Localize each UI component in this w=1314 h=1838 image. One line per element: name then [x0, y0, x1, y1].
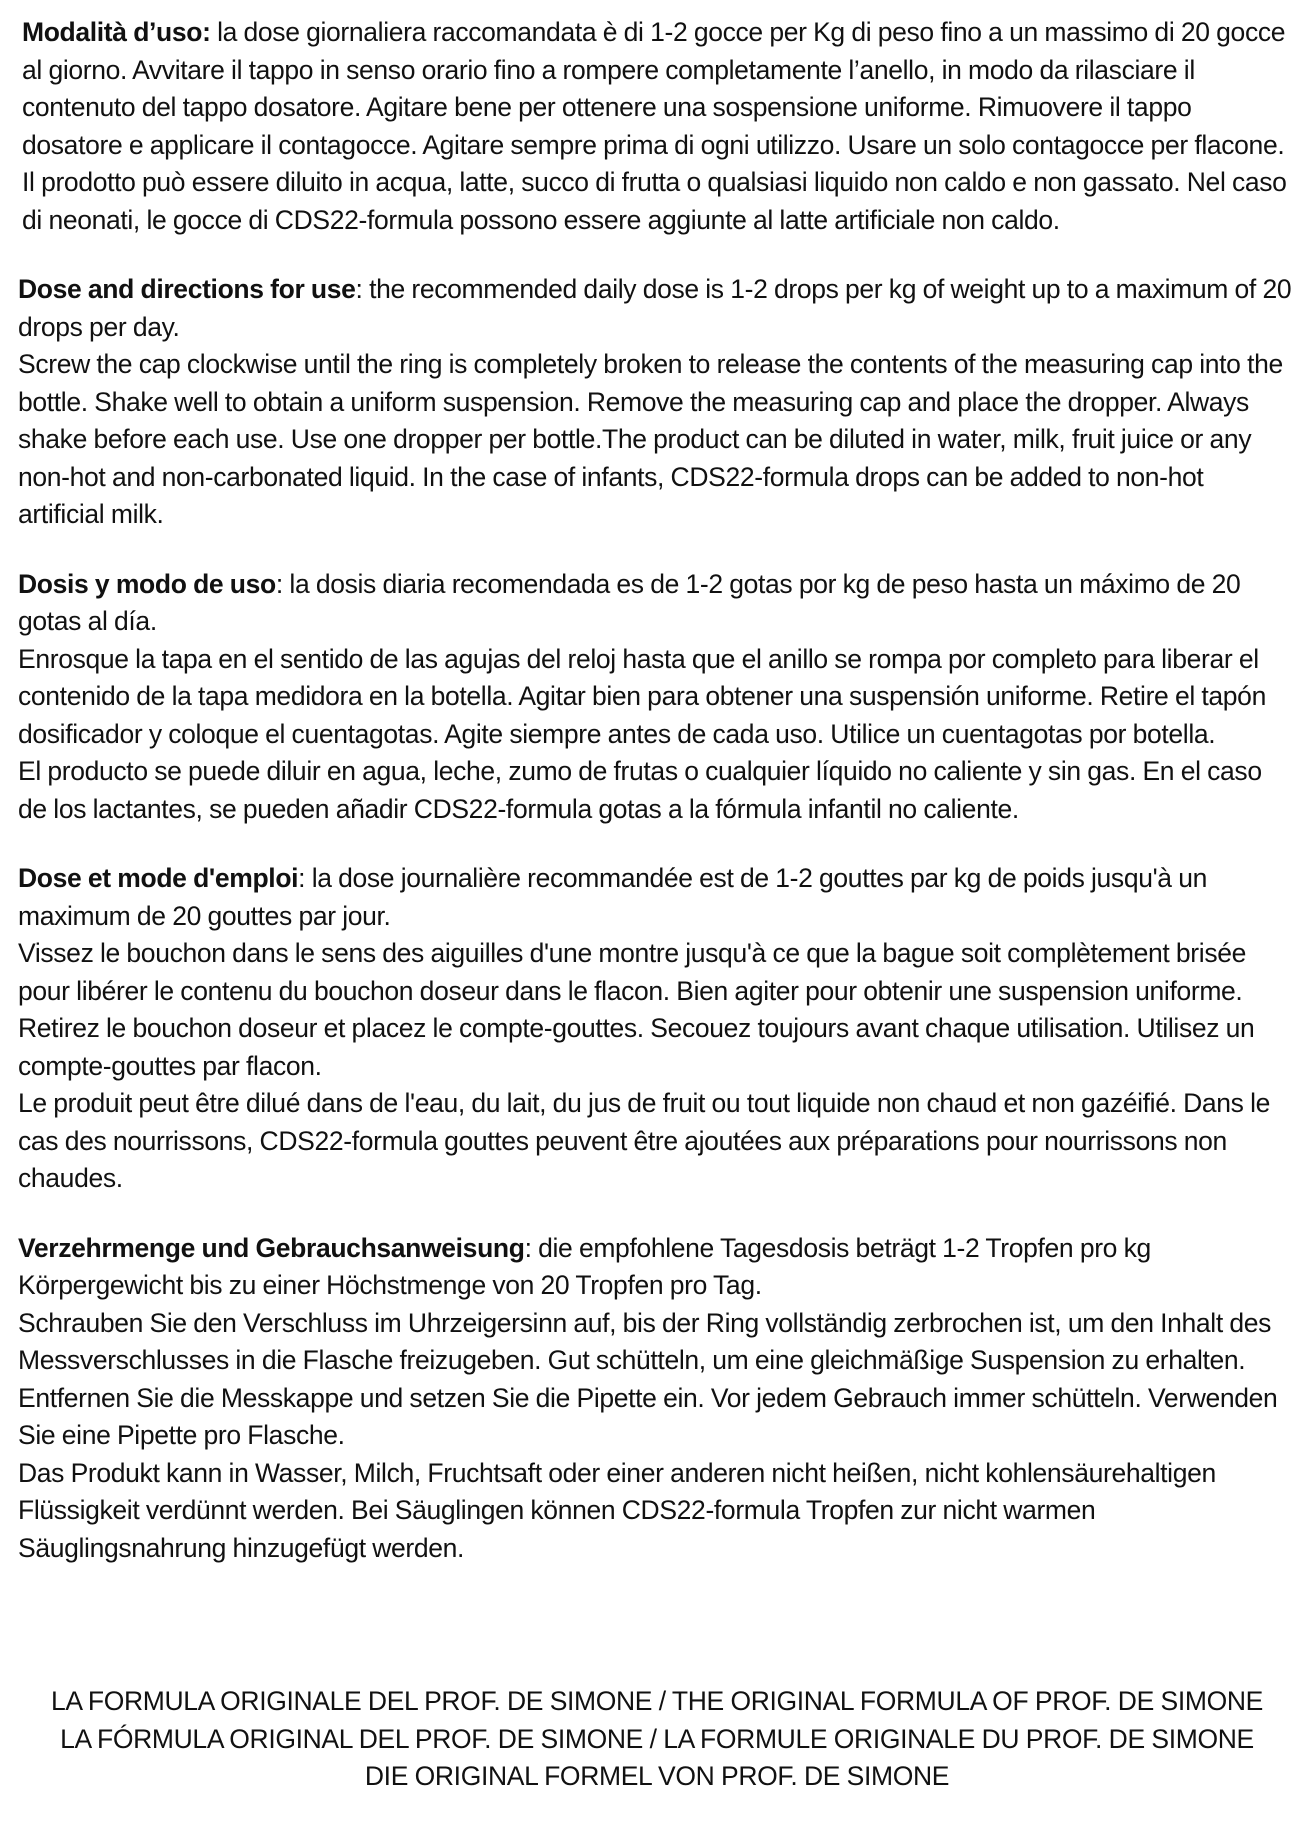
section-italian — [18, 14, 1296, 239]
paragraph-lead — [18, 271, 1296, 346]
section-english — [18, 271, 1296, 534]
paragraph: Enrosque la tapa en el sentido de las agujas del reloj hasta que el anillo se rompa por completo para liberar el contenido de la tapa medidora en la botella. Agitar bien para obtener una suspensión uniforme. Retire el tapón dosificador y coloque el cuentagotas. Agite siempre antes de cada uso. Utilice un cuentagotas por botella. — [18, 643, 1266, 749]
paragraph-lead — [18, 1230, 1296, 1305]
section-spanish — [18, 566, 1296, 829]
section-heading: Dosis y modo de uso — [18, 568, 276, 599]
lead-text: : la dose journalière recommandée est de 1-2 gouttes par kg de poids jusqu'à un maximum de 20 gouttes par jour. — [18, 863, 1207, 931]
footer-original-formula — [0, 1683, 1314, 1796]
lead-text: : la dosis diaria recomendada es de 1-2 gotas por kg de peso hasta un máximo de 20 gotas al día. — [18, 568, 1241, 636]
paragraph-lead — [18, 860, 1296, 935]
paragraph: Screw the cap clockwise until the ring is completely broken to release the contents of the measuring cap into the bottle. Shake well to obtain a uniform suspension. Remove the measuring cap and place the dropper. Always shake before each use. Use one dropper per bottle.The product can be diluted in water, milk, fruit juice or any non-hot and non-carbonated liquid. In the case of infants, CDS22-formula drops can be added to non-hot artificial milk. — [18, 349, 1283, 529]
paragraph: Das Produkt kann in Wasser, Milch, Fruchtsaft oder einer anderen nicht heißen, nicht kohlensäurehaltigen Flüssigkeit verdünnt werden. Bei Säuglingen können CDS22-formula Tropfen zur nicht warmen Säuglingsnahrung hinzugefügt werden. — [18, 1457, 1216, 1563]
paragraph-lead — [18, 566, 1296, 641]
lead-text: : the recommended daily dose is 1-2 drops per kg of weight up to a maximum of 20 drops per day. — [18, 274, 1292, 342]
section-german — [18, 1230, 1296, 1568]
footer-line: LA FÓRMULA ORIGINAL DEL PROF. DE SIMONE / LA FORMULE ORIGINALE DU PROF. DE SIMONE — [60, 1723, 1254, 1754]
section-heading: Modalità d’uso: — [22, 17, 211, 47]
paragraph: Schrauben Sie den Verschluss im Uhrzeigersinn auf, bis der Ring vollständig zerbrochen ist, um den Inhalt des Messverschlusses in die Flasche freizugeben. Gut schütteln, um eine gleichmäßige Suspension zu erhalten. Entfernen Sie die Messkappe und setzen Sie die Pipette ein. Vor jedem Gebrauch immer schütteln. Verwenden Sie eine Pipette pro Flasche. — [18, 1307, 1278, 1450]
paragraph: Vissez le bouchon dans le sens des aiguilles d'une montre jusqu'à ce que la bague soit complètement brisée pour libérer le contenu du bouchon doseur dans le flacon. Bien agiter pour obtenir une suspension uniforme. Retirez le bouchon doseur et placez le compte-gouttes. Secouez toujours avant chaque utilisation. Utilisez un compte-gouttes par flacon. — [18, 938, 1255, 1081]
lead-text: la dose giornaliera raccomandata è di 1-2 gocce per Kg di peso fino a un massimo di 20 gocce al giorno. Avvitare il tappo in senso orario fino a rompere completamente l’anello, in modo da rilasciare il contenuto del tappo dosatore. Agitare bene per ottenere una sospensione uniforme. Rimuovere il tappo dosatore e applicare il contagocce. Agitare sempre prima di ogni utilizzo. Usare un solo contagocce per flacone. Il prodotto può essere diluito in acqua, latte, succo di frutta o qualsiasi liquido non caldo e non gassato. Nel caso di neonati, le gocce di CDS22-formula possono essere aggiunte al latte artificiale non caldo. — [22, 17, 1287, 235]
paragraph: El producto se puede diluir en agua, leche, zumo de frutas o cualquier líquido no caliente y sin gas. En el caso de los lactantes, se pueden añadir CDS22-formula gotas a la fórmula infantil no caliente. — [18, 756, 1262, 824]
paragraph-lead — [22, 14, 1296, 239]
footer-line: LA FORMULA ORIGINALE DEL PROF. DE SIMONE / THE ORIGINAL FORMULA OF PROF. DE SIMONE — [51, 1686, 1263, 1716]
section-heading: Dose and directions for use — [18, 274, 356, 304]
section-heading: Verzehrmenge und Gebrauchsanweisung — [18, 1232, 525, 1263]
lead-text: : die empfohlene Tagesdosis beträgt 1-2 Tropfen pro kg Körpergewicht bis zu einer Höchstmenge von 20 Tropfen pro Tag. — [18, 1232, 1151, 1300]
section-french — [18, 860, 1296, 1198]
footer-line: DIE ORIGINAL FORMEL VON PROF. DE SIMONE — [364, 1761, 950, 1791]
paragraph: Le produit peut être dilué dans de l'eau, du lait, du jus de fruit ou tout liquide non chaud et non gazéifié. Dans le cas des nourrissons, CDS22-formula gouttes peuvent être ajoutées aux préparations pour nourrissons non chaudes. — [18, 1088, 1271, 1193]
section-heading: Dose et mode d'emploi — [18, 863, 299, 893]
